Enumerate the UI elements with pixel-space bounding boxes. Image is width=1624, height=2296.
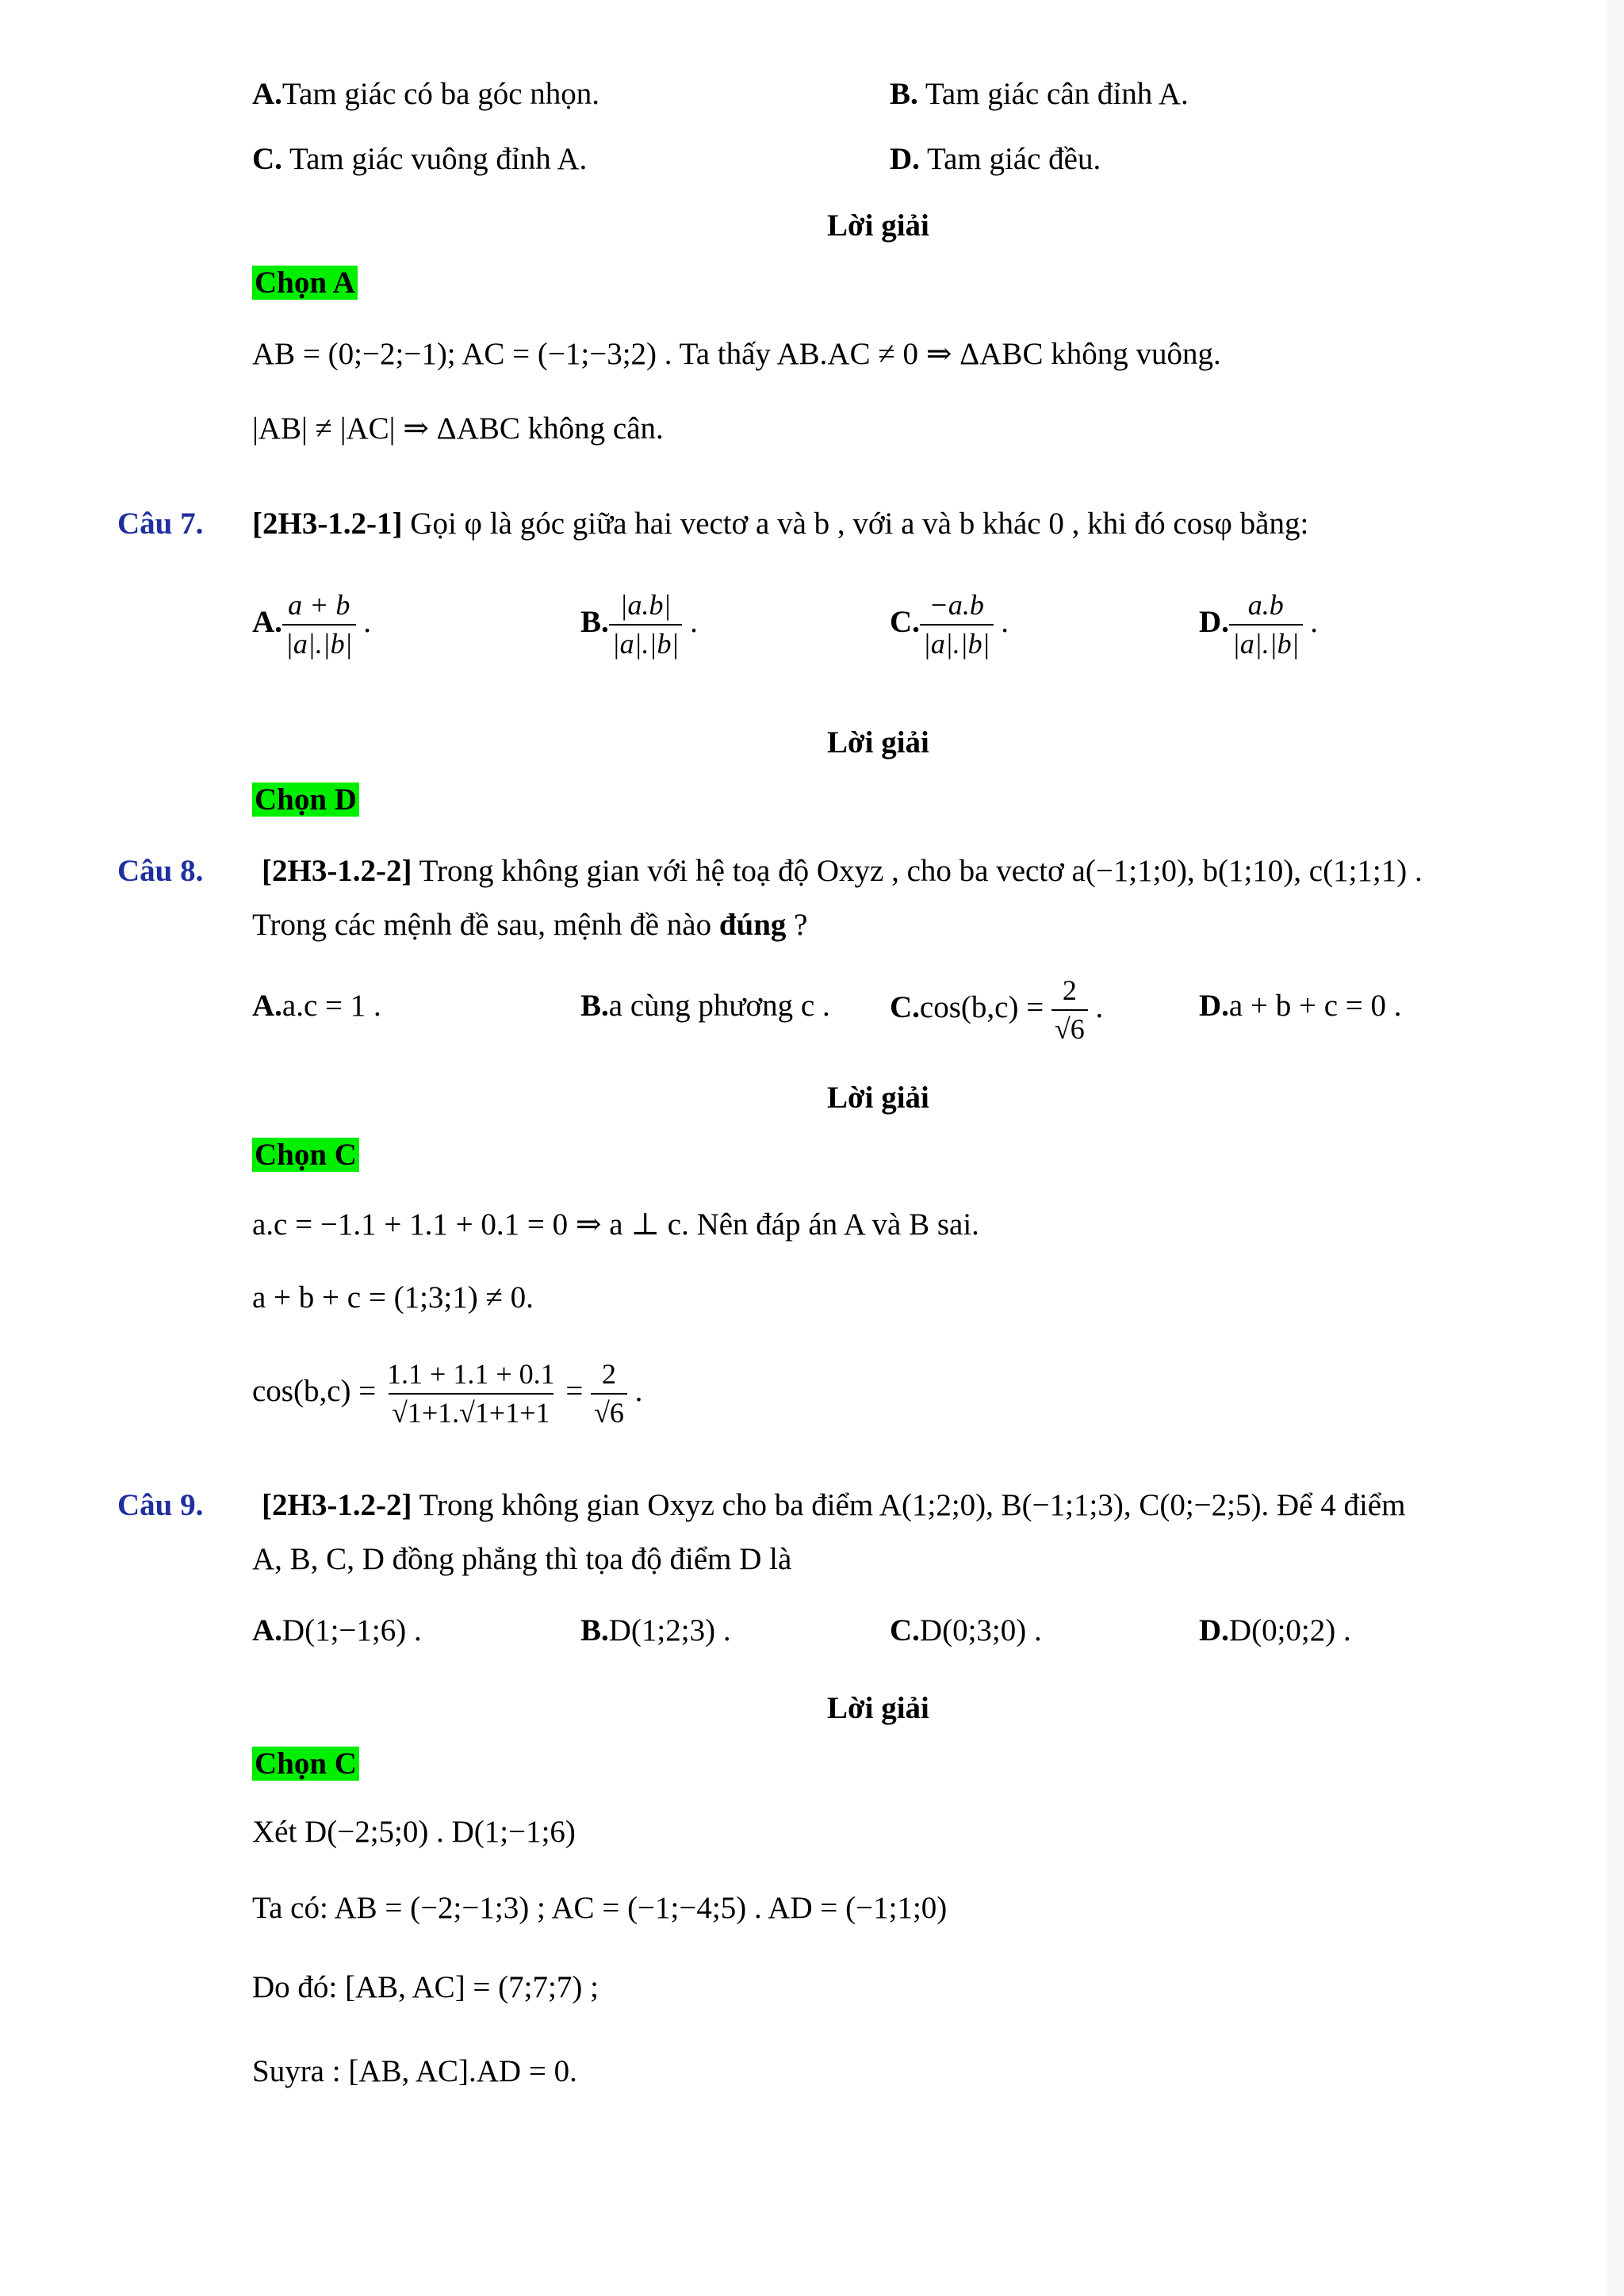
q9-label: Câu 9. <box>117 1488 204 1522</box>
q9-solution-line-2: Ta có: AB = (−2;−1;3) ; AC = (−1;−4;5) . AD = (−1;1;0) <box>252 1891 948 1925</box>
q7-stem: [2H3-1.2-1] Gọi φ là góc giữa hai vectơ a và b , với a và b khác 0 , khi đó cosφ bằng: <box>252 507 1309 541</box>
page-edge-shade <box>1607 0 1624 2296</box>
q9-option-b: B.D(1;2;3) . <box>580 1613 731 1647</box>
q8-stem-line-1: [2H3-1.2-2] Trong không gian với hệ toạ độ Oxyz , cho ba vectơ a(−1;1;0), b(1;10), c(1;1;1) . <box>262 854 1423 888</box>
q7-option-d: D. $\frac{a.b}{|a|.|b|}$ . <box>1199 587 1318 663</box>
q8-stem-line-2: Trong các mệnh đề sau, mệnh đề nào đúng ? <box>252 908 808 942</box>
q9-answer: Chọn C <box>252 1746 359 1783</box>
q8-option-d: D.a + b + c = 0 . <box>1199 989 1402 1023</box>
q9-stem-line-1: [2H3-1.2-2] Trong không gian Oxyz cho ba điểm A(1;2;0), B(−1;1;3), C(0;−2;5). Để 4 điểm <box>262 1488 1406 1522</box>
q7-option-b: B. $\frac{|a.b|}{|a|.|b|}$ . <box>580 587 698 663</box>
q7-answer: Chọn D <box>252 782 359 819</box>
q6-answer: Chọn A <box>252 265 358 302</box>
q6-option-d: D. Tam giác đều. <box>890 142 1101 176</box>
q7-label: Câu 7. <box>117 507 204 541</box>
q8-label: Câu 8. <box>117 854 204 888</box>
q6-option-c: C. Tam giác vuông đỉnh A. <box>252 142 588 176</box>
q8-option-a: A.a.c = 1 . <box>252 989 381 1023</box>
q6-option-a: A.Tam giác có ba góc nhọn. <box>252 77 600 111</box>
q6-solution-line-1: AB = (0;−2;−1); AC = (−1;−3;2) . Ta thấy AB.AC ≠ 0 ⇒ ΔABC không vuông. <box>252 337 1221 371</box>
q8-answer: Chọn C <box>252 1137 359 1174</box>
q8-solution-line-1: a.c = −1.1 + 1.1 + 0.1 = 0 ⇒ a ⊥ c. Nên đáp án A và B sai. <box>252 1207 979 1242</box>
q9-solution-line-4: Suyra : [AB, AC].AD = 0. <box>252 2054 577 2088</box>
q8-option-b: B.a cùng phương c . <box>580 989 830 1023</box>
q7-solution-title: Lời giải <box>827 725 929 760</box>
q8-solution-line-2: a + b + c = (1;3;1) ≠ 0. <box>252 1280 534 1314</box>
q7-option-a: A. $\frac{a + b}{|a|.|b|}$ . <box>252 587 371 663</box>
q7-option-c: C. $\frac{-a.b}{|a|.|b|}$ . <box>890 587 1009 663</box>
q6-solution-title: Lời giải <box>827 209 929 243</box>
q9-solution-line-3: Do đó: [AB, AC] = (7;7;7) ; <box>252 1970 599 2004</box>
q9-solution-title: Lời giải <box>827 1691 929 1725</box>
q6-solution-line-2: |AB| ≠ |AC| ⇒ ΔABC không cân. <box>252 411 664 446</box>
q8-solution-line-3: cos(b,c) = $\frac{1.1 + 1.1 + 0.1}{√1+1.√1+1+1}$ = $\frac{2}{√6}$ . <box>252 1356 642 1432</box>
q6-option-b: B. Tam giác cân đỉnh A. <box>890 77 1189 111</box>
q8-option-c: C.cos(b,c) = $\frac{2}{√6}$ . <box>890 972 1103 1048</box>
q9-option-a: A.D(1;−1;6) . <box>252 1613 422 1647</box>
q9-stem-line-2: A, B, C, D đồng phẳng thì tọa độ điểm D là <box>252 1542 792 1576</box>
q9-option-d: D.D(0;0;2) . <box>1199 1613 1351 1647</box>
q8-solution-title: Lời giải <box>827 1081 929 1115</box>
q9-solution-line-1: Xét D(−2;5;0) . D(1;−1;6) <box>252 1815 576 1849</box>
q9-option-c: C.D(0;3;0) . <box>890 1613 1042 1647</box>
